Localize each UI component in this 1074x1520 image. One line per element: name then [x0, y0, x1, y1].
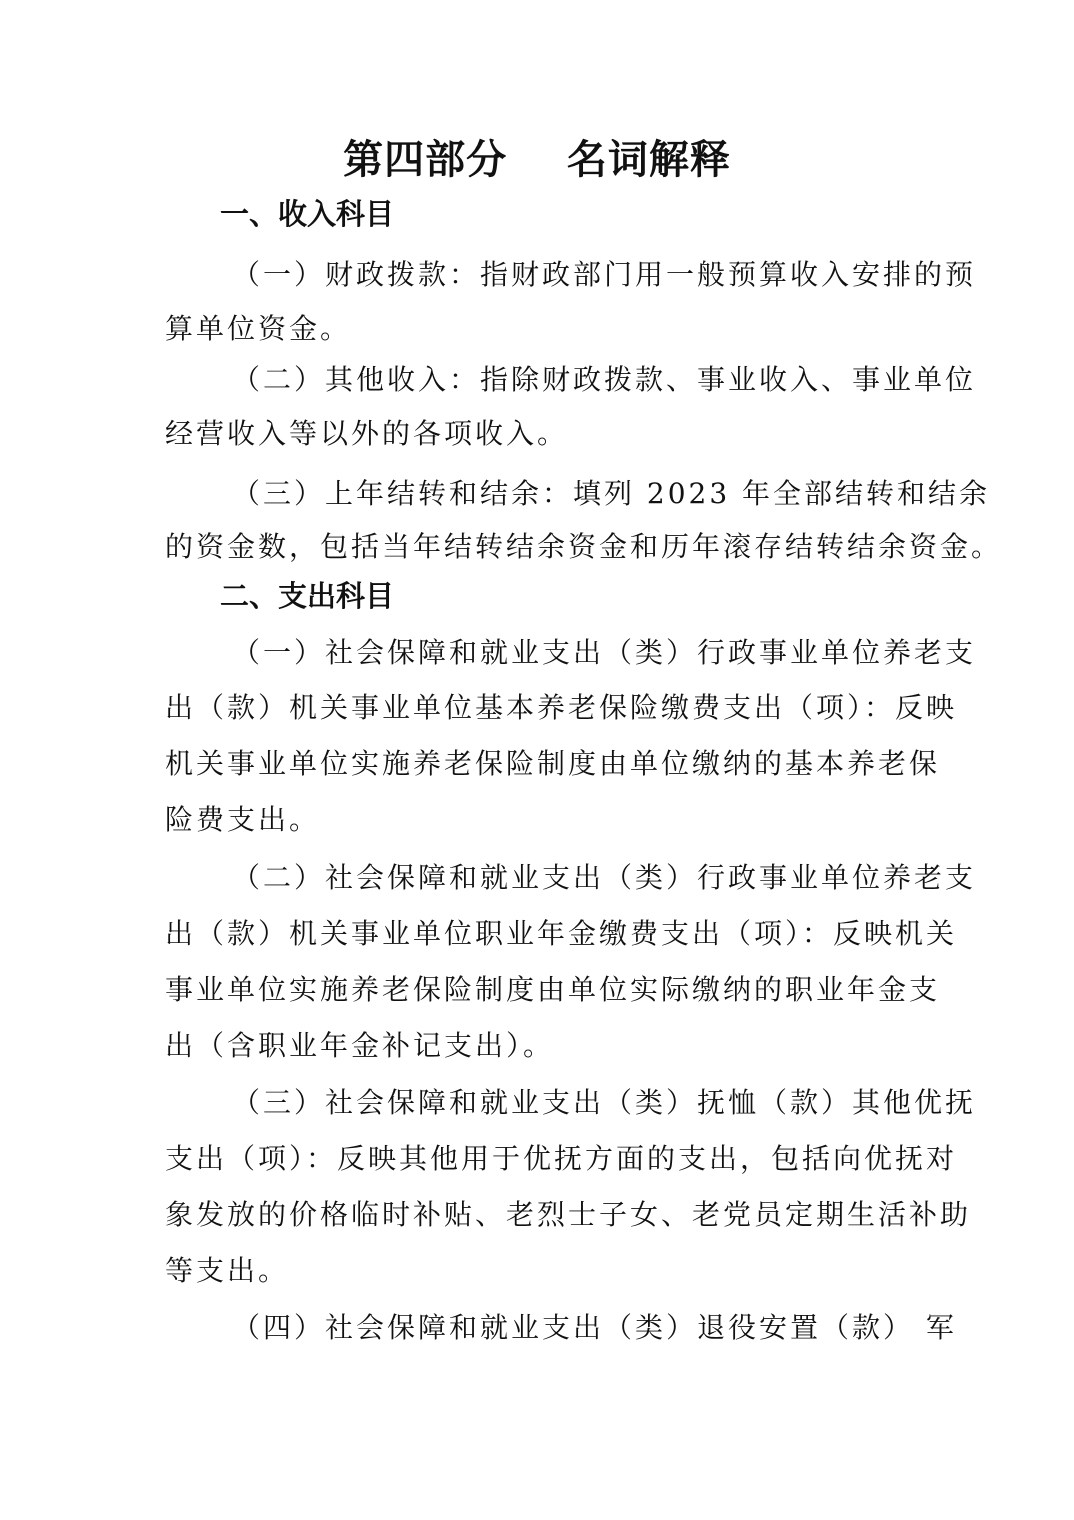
- paragraph-line: 出（款）机关事业单位基本养老保险缴费支出（项）：反映: [165, 691, 958, 724]
- paragraph-line: 机关事业单位实施养老保险制度由单位缴纳的基本养老保: [165, 747, 941, 780]
- paragraph-line: 经营收入等以外的各项收入。: [165, 417, 569, 450]
- paragraph-line: （一）财政拨款：指财政部门用一般预算收入安排的预: [232, 258, 977, 291]
- paragraph-line: （四）社会保障和就业支出（类）退役安置（款） 军: [232, 1311, 957, 1344]
- paragraph-line: 出（含职业年金补记支出）。: [165, 1029, 555, 1062]
- section-heading-expenditure: 二、支出科目: [220, 579, 395, 613]
- paragraph-line: 象发放的价格临时补贴、老烈士子女、老党员定期生活补助: [165, 1198, 972, 1231]
- paragraph-line: 事业单位实施养老保险制度由单位实际缴纳的职业年金支: [165, 973, 941, 1006]
- paragraph-line: 等支出。: [165, 1254, 290, 1287]
- paragraph-line: 险费支出。: [165, 803, 321, 836]
- paragraph-line: （一）社会保障和就业支出（类）行政事业单位养老支: [232, 636, 977, 669]
- section-heading-income: 一、收入科目: [220, 197, 395, 231]
- paragraph-line: （三）社会保障和就业支出（类）抚恤（款）其他优抚: [232, 1086, 977, 1119]
- paragraph-line: 出（款）机关事业单位职业年金缴费支出（项）：反映机关: [165, 917, 958, 950]
- paragraph-line: 支出（项）：反映其他用于优抚方面的支出，包括向优抚对: [165, 1142, 958, 1175]
- paragraph-line: （二）社会保障和就业支出（类）行政事业单位养老支: [232, 861, 977, 894]
- paragraph-line: （二）其他收入：指除财政拨款、事业收入、事业单位: [232, 363, 977, 396]
- paragraph-line: （三）上年结转和结余：填列 2023 年全部结转和结余: [232, 477, 991, 510]
- paragraph-line: 的资金数，包括当年结转结余资金和历年滚存结转结余资金。: [165, 530, 1003, 563]
- page-title: 第四部分 名词解释: [343, 137, 731, 183]
- paragraph-line: 算单位资金。: [165, 312, 352, 345]
